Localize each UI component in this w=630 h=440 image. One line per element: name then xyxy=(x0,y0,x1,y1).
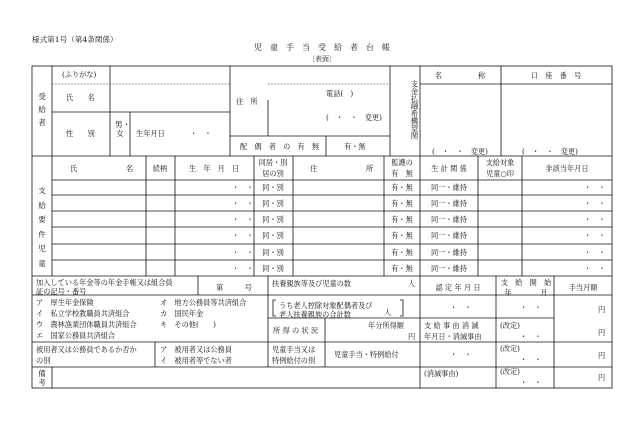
child-custody: 有・無 xyxy=(391,199,413,208)
child-birth-dots: ・ ・ xyxy=(232,199,254,208)
pension-option: カ 国民年金 xyxy=(160,309,204,318)
insured-option: ア 被用者又は公務員 xyxy=(160,345,232,354)
income-year-label: 年分所得額 xyxy=(368,321,404,330)
revision-dots-1: ・ ・ xyxy=(520,332,542,341)
elderly-label-1: うち老人控除対象配偶者及び xyxy=(279,301,373,310)
child-livelihood: 同一・維持 xyxy=(431,264,467,273)
children-side-label: 支給要件児童 xyxy=(38,186,46,268)
child-ineligible-dots: ・ ・ xyxy=(584,248,606,257)
child-birth-dots: ・ ・ xyxy=(232,215,254,224)
phone-label: 電話( ) xyxy=(326,89,354,98)
allowance-yen-1: 円 xyxy=(598,305,606,314)
pension-label-1: 加入している年金等の年金手帳又は組合員 xyxy=(36,278,173,287)
child-address-header-left: 住 xyxy=(310,164,318,173)
revision-dots-2: ・ ・ xyxy=(520,355,542,364)
pension-label-2: 証の記号・番号 xyxy=(36,287,87,296)
dependents-unit: 人 xyxy=(408,279,416,288)
child-custody: 有・無 xyxy=(391,231,413,240)
child-livelihood: 同一・維持 xyxy=(431,215,467,224)
child-cohab: 同・別 xyxy=(262,183,284,192)
child-birth-dots: ・ ・ xyxy=(232,231,254,240)
allowance-yen-4: 円 xyxy=(598,373,606,382)
payment-start-dots: ・ ・ xyxy=(520,303,542,312)
child-livelihood: 同一・維持 xyxy=(431,231,467,240)
child-ineligible-dots: ・ ・ xyxy=(584,183,606,192)
spouse-label: 配 偶 者 の 有 無 xyxy=(240,142,320,151)
child-ineligible-dots: ・ ・ xyxy=(584,231,606,240)
child-cohab: 同・別 xyxy=(262,264,284,273)
special-label-1: 児童手当又は xyxy=(272,345,316,354)
child-birth-dots: ・ ・ xyxy=(232,183,254,192)
child-ineligible-header: 非該当年月日 xyxy=(545,164,589,173)
remarks-label: 備考 xyxy=(38,369,46,387)
reason-label-2: 年月日・消滅事由 xyxy=(424,332,482,341)
child-name-header-right: 名 xyxy=(126,164,134,173)
bank-change-left: ( ・ ・ 変更) xyxy=(432,147,488,156)
birth-label: 生年月日 xyxy=(136,129,165,138)
pension-option: エ 国家公務員共済組合 xyxy=(36,331,116,340)
special-value: 児童手当・特例給付 xyxy=(334,350,399,359)
child-livelihood: 同一・維持 xyxy=(431,199,467,208)
child-custody: 有・無 xyxy=(391,264,413,273)
bank-name-label: 名 称 xyxy=(434,71,486,80)
pension-option: オ 地方公務員等共済組合 xyxy=(160,298,247,307)
child-target-header-2: 児童○印 xyxy=(486,169,514,178)
child-cohab: 同・別 xyxy=(262,231,284,240)
child-address-header-right: 所 xyxy=(366,164,374,173)
reason-dots: ・ ・ xyxy=(450,350,472,359)
pension-option: ウ 農林漁業団体職員共済組合 xyxy=(36,320,137,329)
allowance-month-label: 手当月額 xyxy=(568,283,598,292)
child-cohab-header-1: 同居・別 xyxy=(258,158,288,167)
certify-date-label: 認 定 年 月 日 xyxy=(435,283,481,292)
child-ineligible-dots: ・ ・ xyxy=(584,215,606,224)
allowance-yen-3: 円 xyxy=(598,351,606,360)
revision-label-3: (改定) xyxy=(500,367,520,376)
dependents-label: 扶養親族等及び児童の数 xyxy=(272,279,352,288)
pension-option: ア 厚生年金保険 xyxy=(36,298,94,307)
child-cohab: 同・別 xyxy=(262,215,284,224)
bank-change-right: ( ・ ・ 変更) xyxy=(522,147,578,156)
child-livelihood-header: 生 計 関 係 xyxy=(431,164,467,173)
pension-option: キ その他( ) xyxy=(160,320,216,329)
gender-label: 性 別 xyxy=(66,129,95,138)
payment-institution-label: 支金払融希機望関 xyxy=(410,80,419,140)
payment-start-label-2: 年 月 xyxy=(504,288,548,297)
name-label: 氏 名 xyxy=(66,93,95,102)
child-birth-dots: ・ ・ xyxy=(232,248,254,257)
child-cohab: 同・別 xyxy=(262,199,284,208)
recipient-birth-dots: ・ ・ xyxy=(190,129,212,138)
child-relation-header: 続柄 xyxy=(152,164,168,173)
child-cohab: 同・別 xyxy=(262,248,284,257)
account-number-label: 口 座 番 号 xyxy=(530,71,582,80)
revision-dots-3: ・ ・ xyxy=(520,378,542,387)
revision-label-1: (改定) xyxy=(500,321,520,330)
child-ineligible-dots: ・ ・ xyxy=(584,264,606,273)
child-custody: 有・無 xyxy=(391,215,413,224)
gender-options: 男・女 xyxy=(115,120,131,138)
child-livelihood: 同一・維持 xyxy=(431,248,467,257)
insured-option: イ 被用者等でない者 xyxy=(160,356,232,365)
revision-label-2: (改定) xyxy=(500,344,520,353)
furigana-label: (ふりがな) xyxy=(62,70,97,79)
child-name-header-left: 氏 xyxy=(70,164,78,173)
child-birth-header: 生 年 月 日 xyxy=(188,164,240,173)
reason-label-1: 支 給 事 由 消 滅 xyxy=(424,321,479,330)
income-label: 所 得 の 状 況 xyxy=(273,326,319,335)
special-label-2: 特例給付の別 xyxy=(272,356,316,365)
extinction-label: (消滅事由) xyxy=(424,369,459,378)
payment-start-label-1: 支 給 開 始 xyxy=(500,278,552,287)
income-yen: 円 xyxy=(408,332,416,341)
pension-number-label: 第 号 xyxy=(216,283,252,292)
child-livelihood: 同一・維持 xyxy=(431,183,467,192)
address-change: ( ・ ・ 変更) xyxy=(326,113,382,122)
child-ineligible-dots: ・ ・ xyxy=(584,199,606,208)
elderly-label-2: 老人扶養親族の合計数 xyxy=(279,310,351,319)
page-subtitle: 〔表面〕 xyxy=(308,55,336,63)
child-target-header-1: 支給対象 xyxy=(485,158,515,167)
child-custody-header-2: 有 無 xyxy=(391,169,413,178)
page-title: 児 童 手 当 受 給 者 台 帳 xyxy=(254,43,390,52)
elderly-unit: 人 xyxy=(384,308,392,317)
allowance-yen-2: 円 xyxy=(598,328,606,337)
child-cohab-header-2: 居の別 xyxy=(262,169,284,178)
child-custody: 有・無 xyxy=(391,183,413,192)
address-label: 住 所 xyxy=(236,97,258,106)
child-custody-header-1: 監護の xyxy=(391,158,413,167)
insured-label-2: の別 xyxy=(36,356,51,365)
form-number: 様式第1号（第4条関係） xyxy=(32,35,118,44)
recipient-side-label: 受給者 xyxy=(38,92,46,127)
pension-option: イ 私立学校教職員共済組合 xyxy=(36,309,130,318)
child-custody: 有・無 xyxy=(391,248,413,257)
child-birth-dots: ・ ・ xyxy=(232,264,254,273)
certify-date-dots: ・ ・ xyxy=(450,303,472,312)
insured-label-1: 被用者又は公務員であるか否か xyxy=(36,345,137,354)
spouse-value: 有・無 xyxy=(344,142,366,151)
